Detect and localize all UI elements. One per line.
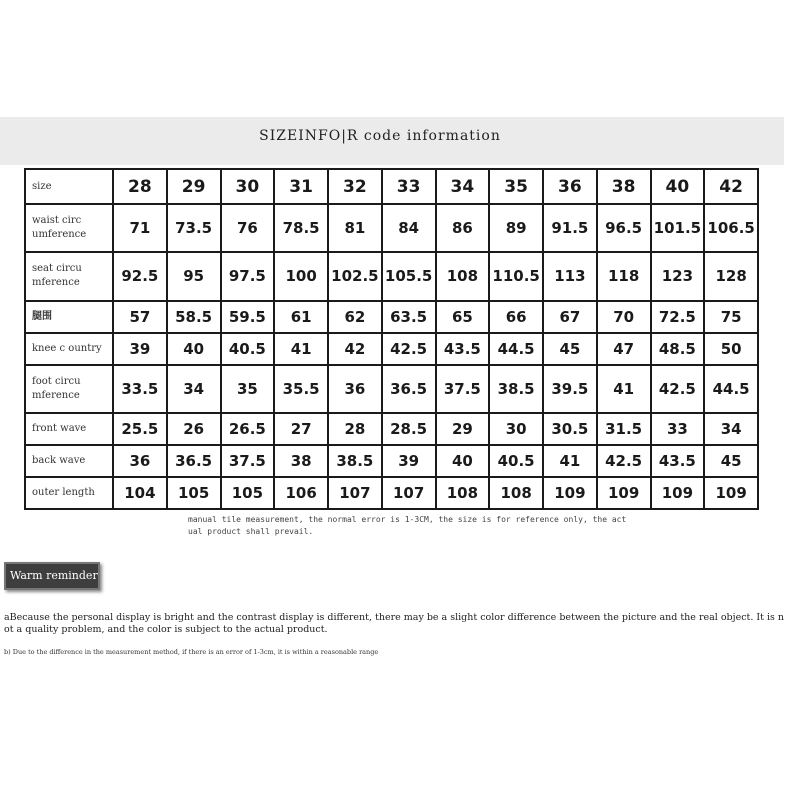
page-title: SIZEINFO|R code information: [259, 128, 501, 144]
row-label: 腿围: [25, 301, 113, 333]
measurement-cell: 26: [167, 413, 221, 445]
row-label: waist circ umference: [25, 204, 113, 252]
measurement-cell: 81: [328, 204, 382, 252]
measurement-cell: 110.5: [489, 252, 543, 300]
measurement-cell: 38.5: [328, 445, 382, 477]
measurement-cell: 57: [113, 301, 167, 333]
measurement-cell: 41: [543, 445, 597, 477]
warm-reminder-badge: Warm reminder: [4, 562, 100, 590]
measurement-cell: 86: [436, 204, 490, 252]
measurement-cell: 84: [382, 204, 436, 252]
measurement-cell: 40.5: [489, 445, 543, 477]
table-row: [25, 365, 758, 413]
measurement-cell: 108: [489, 477, 543, 509]
measurement-cell: 113: [543, 252, 597, 300]
measurement-cell: 128: [704, 252, 758, 300]
measurement-note: manual tile measurement, the normal error is 1-3CM, the size is for reference only, the actual product shall prevail.: [188, 515, 627, 536]
measurement-cell: 78.5: [274, 204, 328, 252]
row-label: knee c ountry: [25, 333, 113, 365]
row-label: size: [25, 169, 113, 204]
measurement-cell: 44.5: [489, 333, 543, 365]
measurement-cell: 61: [274, 301, 328, 333]
size-chart-table: [24, 168, 759, 510]
size-cell: 38: [597, 169, 651, 204]
color-difference-note: aBecause the personal display is bright and the contrast display is different, there may be a slight color difference between the picture and the real object. It is not a quality problem, and the color is subject to the actual product.: [4, 612, 785, 635]
measurement-cell: 36.5: [167, 445, 221, 477]
measurement-cell: 37.5: [436, 365, 490, 413]
measurement-cell: 89: [489, 204, 543, 252]
measurement-cell: 109: [704, 477, 758, 509]
measurement-cell: 45: [543, 333, 597, 365]
measurement-cell: 75: [704, 301, 758, 333]
measurement-cell: 101.5: [651, 204, 705, 252]
measurement-cell: 41: [274, 333, 328, 365]
measurement-cell: 66: [489, 301, 543, 333]
measurement-cell: 42.5: [597, 445, 651, 477]
size-cell: 42: [704, 169, 758, 204]
measurement-cell: 36.5: [382, 365, 436, 413]
measurement-cell: 39.5: [543, 365, 597, 413]
measurement-cell: 72.5: [651, 301, 705, 333]
size-cell: 29: [167, 169, 221, 204]
measurement-cell: 102.5: [328, 252, 382, 300]
measurement-cell: 70: [597, 301, 651, 333]
measurement-cell: 71: [113, 204, 167, 252]
measurement-cell: 48.5: [651, 333, 705, 365]
measurement-cell: 104: [113, 477, 167, 509]
measurement-cell: 106: [274, 477, 328, 509]
measurement-error-note: b) Due to the difference in the measurement method, if there is an error of 1-3cm, it is within a reasonable range: [4, 648, 379, 656]
measurement-cell: 107: [382, 477, 436, 509]
measurement-cell: 30.5: [543, 413, 597, 445]
size-cell: 31: [274, 169, 328, 204]
measurement-cell: 28: [328, 413, 382, 445]
measurement-cell: 31.5: [597, 413, 651, 445]
measurement-cell: 65: [436, 301, 490, 333]
table-row: [25, 301, 758, 333]
measurement-cell: 96.5: [597, 204, 651, 252]
measurement-cell: 27: [274, 413, 328, 445]
measurement-cell: 40: [167, 333, 221, 365]
measurement-cell: 37.5: [221, 445, 275, 477]
measurement-cell: 50: [704, 333, 758, 365]
measurement-cell: 73.5: [167, 204, 221, 252]
measurement-cell: 118: [597, 252, 651, 300]
size-cell: 35: [489, 169, 543, 204]
size-chart-body: [25, 169, 758, 509]
measurement-cell: 106.5: [704, 204, 758, 252]
measurement-cell: 47: [597, 333, 651, 365]
measurement-cell: 35: [221, 365, 275, 413]
measurement-cell: 40.5: [221, 333, 275, 365]
measurement-cell: 123: [651, 252, 705, 300]
measurement-cell: 36: [328, 365, 382, 413]
size-cell: 36: [543, 169, 597, 204]
measurement-cell: 59.5: [221, 301, 275, 333]
measurement-cell: 43.5: [651, 445, 705, 477]
measurement-cell: 40: [436, 445, 490, 477]
measurement-cell: 26.5: [221, 413, 275, 445]
table-row: [25, 252, 758, 300]
measurement-cell: 42.5: [651, 365, 705, 413]
measurement-cell: 39: [382, 445, 436, 477]
measurement-cell: 29: [436, 413, 490, 445]
measurement-cell: 62: [328, 301, 382, 333]
measurement-cell: 35.5: [274, 365, 328, 413]
measurement-cell: 34: [704, 413, 758, 445]
measurement-cell: 42: [328, 333, 382, 365]
measurement-cell: 100: [274, 252, 328, 300]
measurement-cell: 95: [167, 252, 221, 300]
measurement-cell: 45: [704, 445, 758, 477]
measurement-cell: 105: [167, 477, 221, 509]
size-header-row: [25, 169, 758, 204]
table-row: [25, 333, 758, 365]
row-label: outer length: [25, 477, 113, 509]
measurement-cell: 38: [274, 445, 328, 477]
table-row: [25, 204, 758, 252]
measurement-cell: 107: [328, 477, 382, 509]
size-cell: 34: [436, 169, 490, 204]
row-label: seat circu mference: [25, 252, 113, 300]
measurement-cell: 34: [167, 365, 221, 413]
measurement-cell: 43.5: [436, 333, 490, 365]
measurement-cell: 109: [543, 477, 597, 509]
size-cell: 28: [113, 169, 167, 204]
measurement-cell: 33.5: [113, 365, 167, 413]
row-label: front wave: [25, 413, 113, 445]
measurement-cell: 44.5: [704, 365, 758, 413]
measurement-cell: 105.5: [382, 252, 436, 300]
measurement-cell: 67: [543, 301, 597, 333]
measurement-cell: 76: [221, 204, 275, 252]
size-cell: 40: [651, 169, 705, 204]
table-row: [25, 445, 758, 477]
measurement-cell: 105: [221, 477, 275, 509]
measurement-cell: 42.5: [382, 333, 436, 365]
size-cell: 30: [221, 169, 275, 204]
measurement-cell: 109: [597, 477, 651, 509]
table-row: [25, 477, 758, 509]
measurement-cell: 108: [436, 252, 490, 300]
table-row: [25, 413, 758, 445]
measurement-cell: 97.5: [221, 252, 275, 300]
row-label: back wave: [25, 445, 113, 477]
measurement-cell: 38.5: [489, 365, 543, 413]
measurement-cell: 63.5: [382, 301, 436, 333]
row-label: foot circu mference: [25, 365, 113, 413]
measurement-cell: 30: [489, 413, 543, 445]
measurement-cell: 33: [651, 413, 705, 445]
size-cell: 33: [382, 169, 436, 204]
measurement-cell: 108: [436, 477, 490, 509]
measurement-cell: 39: [113, 333, 167, 365]
measurement-cell: 41: [597, 365, 651, 413]
size-cell: 32: [328, 169, 382, 204]
measurement-cell: 58.5: [167, 301, 221, 333]
measurement-cell: 25.5: [113, 413, 167, 445]
measurement-cell: 109: [651, 477, 705, 509]
measurement-cell: 28.5: [382, 413, 436, 445]
measurement-cell: 91.5: [543, 204, 597, 252]
measurement-cell: 36: [113, 445, 167, 477]
measurement-cell: 92.5: [113, 252, 167, 300]
